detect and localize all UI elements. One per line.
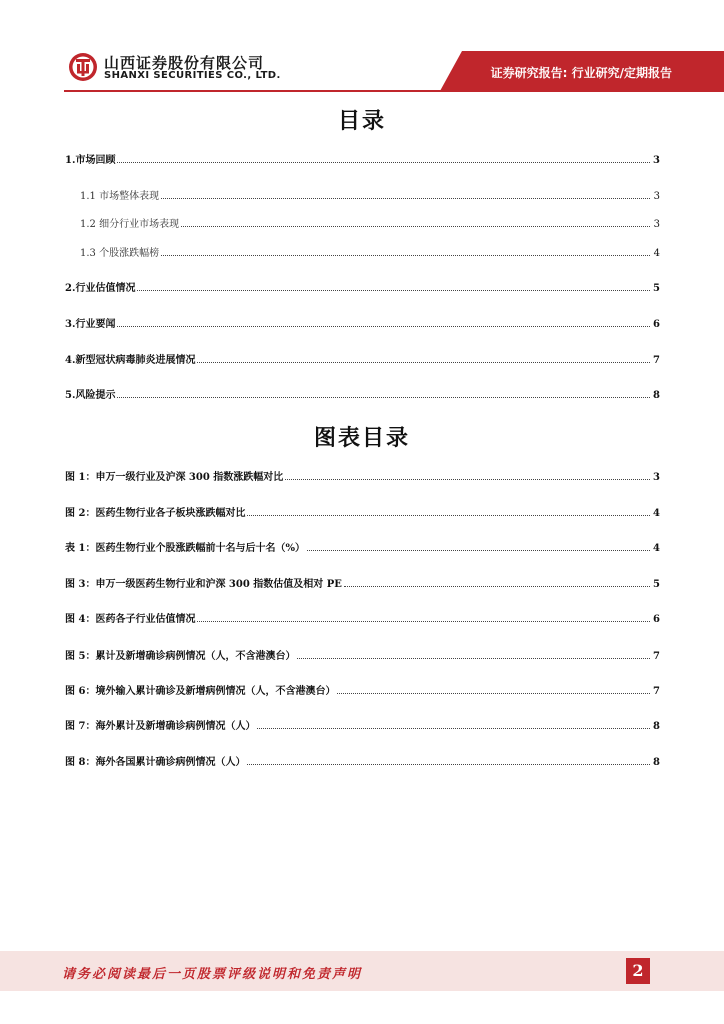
figure-toc-item[interactable] <box>65 716 660 732</box>
toc-leader <box>197 620 650 622</box>
figure-toc-item[interactable] <box>65 609 660 625</box>
toc-leader <box>337 692 650 694</box>
toc-leader <box>117 396 650 398</box>
page-number: 2 <box>626 958 650 984</box>
toc-leader <box>285 478 650 480</box>
toc-item-page: 7 <box>653 355 660 366</box>
toc-item-label: 2.行业估值情况 <box>65 283 136 294</box>
toc-item[interactable] <box>80 243 660 259</box>
toc-leader <box>297 657 650 659</box>
figure-toc-item[interactable] <box>65 752 660 768</box>
toc-leader <box>257 727 650 729</box>
page-footer <box>0 951 724 991</box>
figure-toc-item-page: 8 <box>653 721 660 732</box>
toc-item-label: 1.2 细分行业市场表现 <box>80 219 180 230</box>
toc-item[interactable] <box>65 278 660 294</box>
toc-item[interactable] <box>80 214 660 230</box>
figure-toc-item-label: 图 2：医药生物行业各子板块涨跌幅对比 <box>65 508 246 519</box>
toc-item-page: 3 <box>653 191 660 202</box>
toc-leader <box>161 197 650 199</box>
figure-toc-item-page: 4 <box>653 508 660 519</box>
figure-toc-item-label: 图 5：累计及新增确诊病例情况（人，不含港澳台） <box>65 651 296 662</box>
figure-toc-item-page: 5 <box>653 579 660 590</box>
figure-toc-item-label: 图 1：申万一级行业及沪深 300 指数涨跌幅对比 <box>65 472 284 483</box>
toc-item-label: 1.市场回顾 <box>65 155 116 166</box>
disclaimer-notice: 请务必阅读最后一页股票评级说明和免责声明 <box>62 967 363 982</box>
toc-title: 目录 <box>337 108 386 134</box>
toc-item-label: 3.行业要闻 <box>65 319 116 330</box>
figure-toc-item[interactable] <box>65 681 660 697</box>
figure-toc-item-page: 8 <box>653 757 660 768</box>
toc-item-label: 1.1 市场整体表现 <box>80 191 160 202</box>
company-name-cn: 山西证券股份有限公司 <box>104 54 265 72</box>
figure-toc-item[interactable] <box>65 503 660 519</box>
figure-toc-item-label: 图 8：海外各国累计确诊病例情况（人） <box>65 757 246 768</box>
shanxi-securities-logo-icon <box>68 52 98 82</box>
toc-item[interactable] <box>65 150 660 166</box>
toc-item[interactable] <box>65 385 660 401</box>
toc-leader <box>161 254 650 256</box>
toc-item-label: 5.风险提示 <box>65 390 116 401</box>
toc-item-page: 8 <box>653 390 660 401</box>
figures-toc-title: 图表目录 <box>313 425 410 451</box>
report-type-label: 证券研究报告: 行业研究/定期报告 <box>490 66 672 80</box>
toc-leader <box>344 585 650 587</box>
toc-leader <box>117 161 650 163</box>
toc-item-label: 4.新型冠状病毒肺炎进展情况 <box>65 355 196 366</box>
figure-toc-item-page: 3 <box>653 472 660 483</box>
figure-toc-item[interactable] <box>65 538 660 554</box>
toc-item-page: 3 <box>653 155 660 166</box>
toc-leader <box>247 763 650 765</box>
toc-item-label: 1.3 个股涨跌幅榜 <box>80 248 160 259</box>
toc-item[interactable] <box>80 186 660 202</box>
page-header <box>0 0 724 100</box>
figure-toc-item-page: 4 <box>653 543 660 554</box>
figure-toc-item[interactable] <box>65 574 660 590</box>
figure-toc-item-page: 7 <box>653 651 660 662</box>
figure-toc-item-label: 图 3：申万一级医药生物行业和沪深 300 指数估值及相对 PE <box>65 579 342 590</box>
toc-leader <box>137 289 650 291</box>
figure-toc-item-page: 7 <box>653 686 660 697</box>
toc-item[interactable] <box>65 314 660 330</box>
toc-leader <box>247 514 650 516</box>
figure-toc-item-label: 表 1：医药生物行业个股涨跌幅前十名与后十名（%） <box>65 543 305 554</box>
figure-toc-item-label: 图 6：境外输入累计确诊及新增病例情况（人，不含港澳台） <box>65 686 336 697</box>
toc-item-page: 6 <box>653 319 660 330</box>
toc-item-page: 4 <box>653 248 660 259</box>
toc-leader <box>197 361 650 363</box>
figure-toc-item[interactable] <box>65 646 660 662</box>
company-name-en: SHANXI SECURITIES CO., LTD. <box>104 70 281 81</box>
figure-toc-item-page: 6 <box>653 614 660 625</box>
toc-item-page: 3 <box>653 219 660 230</box>
figure-toc-item-label: 图 4：医药各子行业估值情况 <box>65 614 196 625</box>
toc-item-page: 5 <box>653 283 660 294</box>
toc-leader <box>181 225 650 227</box>
toc-item[interactable] <box>65 350 660 366</box>
figure-toc-item-label: 图 7：海外累计及新增确诊病例情况（人） <box>65 721 256 732</box>
report-type-banner <box>440 51 724 91</box>
toc-leader <box>117 325 650 327</box>
toc-leader <box>307 549 650 551</box>
header-divider <box>64 90 724 92</box>
figure-toc-item[interactable] <box>65 467 660 483</box>
